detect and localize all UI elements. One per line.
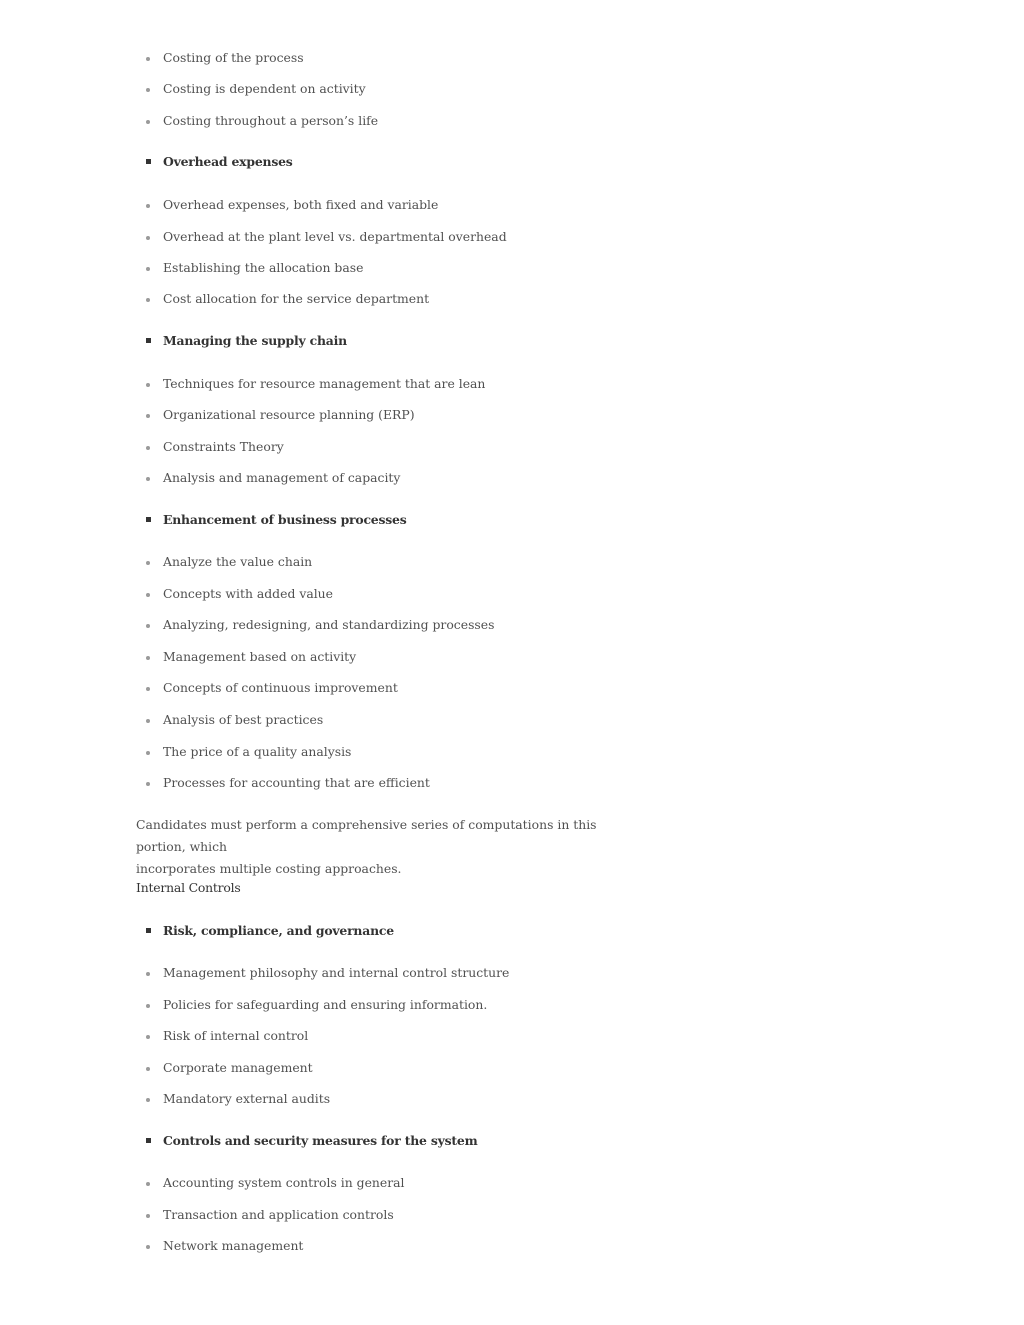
bullet-dot-icon bbox=[146, 267, 150, 271]
bullet-square-icon bbox=[146, 1138, 151, 1143]
bullet-square-icon bbox=[146, 928, 151, 933]
bullet-square-icon bbox=[146, 517, 151, 522]
bullet-dot-icon bbox=[146, 751, 150, 755]
bullet-square-icon bbox=[146, 159, 151, 164]
bullet-dot-icon bbox=[146, 1182, 150, 1186]
body-paragraph bbox=[136, 814, 636, 880]
bullet-dot-icon bbox=[146, 1214, 150, 1218]
bullet-dot-icon bbox=[146, 383, 150, 387]
bullet-dot-icon bbox=[146, 1098, 150, 1102]
bullet-dot-icon bbox=[146, 88, 150, 92]
bullet-dot-icon bbox=[146, 624, 150, 628]
bullet-dot-icon bbox=[146, 477, 150, 481]
internal-controls-heading: Internal Controls bbox=[136, 880, 241, 895]
bullet-dot-icon bbox=[146, 446, 150, 450]
bullet-dot-icon bbox=[146, 656, 150, 660]
bullet-dot-icon bbox=[146, 1004, 150, 1008]
bullet-dot-icon bbox=[146, 719, 150, 723]
bullet-square-icon bbox=[146, 338, 151, 343]
bullet-dot-icon bbox=[146, 57, 150, 61]
bullet-dot-icon bbox=[146, 120, 150, 124]
paragraph-line: incorporates multiple costing approaches. bbox=[136, 861, 402, 876]
paragraph-line: Candidates must perform a comprehensive series of computations in this portion, which bbox=[136, 817, 597, 854]
bullet-dot-icon bbox=[146, 236, 150, 240]
bullet-dot-icon bbox=[146, 298, 150, 302]
bullet-dot-icon bbox=[146, 204, 150, 208]
bullet-dot-icon bbox=[146, 782, 150, 786]
bullet-dot-icon bbox=[146, 561, 150, 565]
bullet-dot-icon bbox=[146, 593, 150, 597]
bullet-dot-icon bbox=[146, 1035, 150, 1039]
bullet-dot-icon bbox=[146, 972, 150, 976]
bullet-dot-icon bbox=[146, 1067, 150, 1071]
bullet-dot-icon bbox=[146, 414, 150, 418]
bullet-dot-icon bbox=[146, 687, 150, 691]
bullet-dot-icon bbox=[146, 1245, 150, 1249]
